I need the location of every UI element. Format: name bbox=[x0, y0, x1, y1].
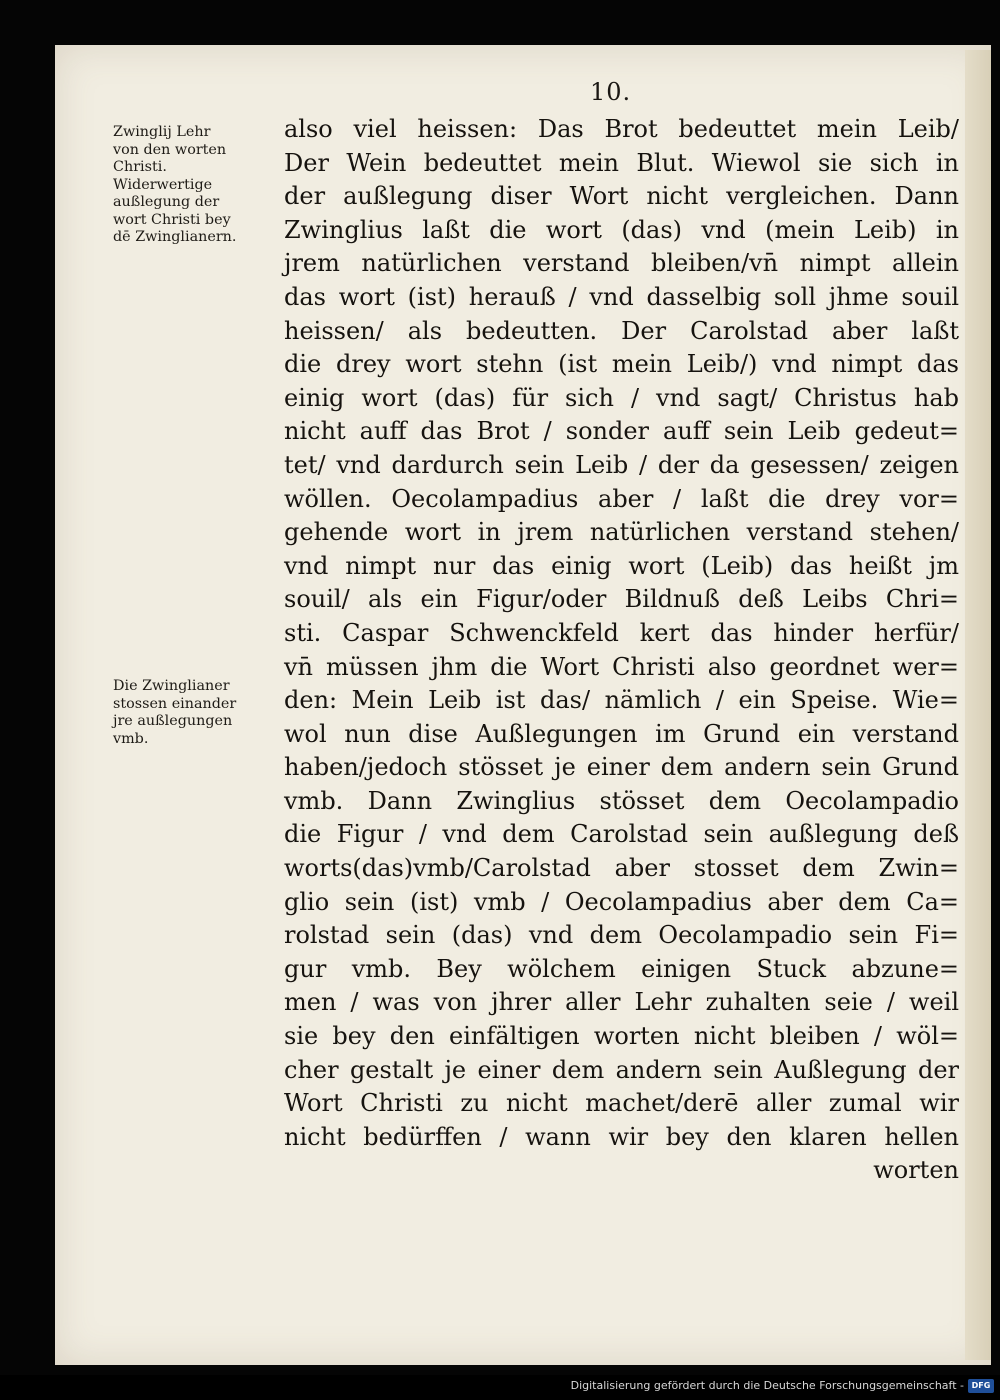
margin-note-line: Christi. bbox=[113, 159, 167, 175]
body-line: tet/ vnd dardurch sein Leib / der da gesessen/ zeigen bbox=[284, 450, 959, 479]
body-line: sie bey den einfältigen worten nicht bleiben / wöl= bbox=[284, 1022, 959, 1051]
body-line: haben/jedoch stösset je einer dem andern sein Grund bbox=[284, 753, 959, 782]
body-line: einig wort (das) für sich / vnd sagt/ Christus hab bbox=[284, 383, 959, 412]
margin-note-line: Die Zwinglianer bbox=[113, 678, 230, 694]
margin-note-line: vmb. bbox=[113, 730, 149, 747]
margin-note-line: Zwinglij Lehr bbox=[113, 124, 211, 140]
margin-note-line: von den worten bbox=[113, 141, 227, 158]
body-line: nicht bedürffen / wann wir bey den klaren hellen bbox=[284, 1122, 959, 1151]
body-line: Der Wein bedeuttet mein Blut. Wiewol sie sich in bbox=[284, 148, 959, 177]
footer-bar bbox=[0, 1375, 1000, 1400]
body-text-column bbox=[284, 113, 959, 1188]
body-line: vmb. Dann Zwinglius stösset dem Oecolampadio bbox=[284, 786, 959, 815]
funding-credit: Digitalisierung gefördert durch die Deutsche Forschungsgemeinschaft - bbox=[570, 1379, 964, 1392]
body-line: das wort (ist) herauß / vnd dasselbig soll jhme souil bbox=[284, 282, 959, 311]
dfg-logo: DFG bbox=[968, 1379, 994, 1393]
margin-note-line: jre außlegungen bbox=[113, 713, 233, 729]
body-line: worten bbox=[873, 1156, 959, 1185]
page-edge bbox=[965, 50, 991, 1360]
margin-note-line: dē Zwinglianern. bbox=[113, 229, 237, 245]
body-line: vn̄ müssen jhm die Wort Christi also geordnet wer= bbox=[284, 652, 959, 681]
body-line: also viel heissen: Das Brot bedeuttet mein Leib/ bbox=[284, 115, 959, 143]
body-line: die Figur / vnd dem Carolstad sein außlegung deß bbox=[284, 820, 959, 849]
body-line: wöllen. Oecolampadius aber / laßt die drey vor= bbox=[284, 484, 959, 513]
body-line: die drey wort stehn (ist mein Leib/) vnd nimpt das bbox=[284, 350, 959, 379]
body-line: Zwinglius laßt die wort (das) vnd (mein Leib) in bbox=[284, 215, 959, 244]
body-line: rolstad sein (das) vnd dem Oecolampadio sein Fi= bbox=[284, 921, 959, 950]
body-line: gur vmb. Bey wölchem einigen Stuck abzune= bbox=[284, 954, 959, 983]
margin-note-line: außlegung der bbox=[113, 194, 220, 210]
page-number: 10. bbox=[590, 78, 632, 106]
margin-note-zwinglians-dispute bbox=[113, 678, 283, 748]
body-line: sti. Caspar Schwenckfeld kert das hinder herfür/ bbox=[284, 618, 959, 647]
body-line: nicht auff das Brot / sonder auff sein Leib gedeut= bbox=[284, 417, 959, 446]
body-line: glio sein (ist) vmb / Oecolampadius aber dem Ca= bbox=[284, 887, 959, 916]
margin-note-line: Widerwertige bbox=[113, 176, 213, 193]
body-line: Wort Christi zu nicht machet/derē aller zumal wir bbox=[284, 1089, 959, 1118]
body-line: jrem natürlichen verstand bleiben/vn̄ nimpt allein bbox=[284, 249, 959, 278]
body-line: men / was von jhrer aller Lehr zuhalten seie / weil bbox=[284, 988, 959, 1017]
body-line: wol nun dise Außlegungen im Grund ein verstand bbox=[284, 719, 959, 748]
margin-note-zwingli-doctrine bbox=[113, 124, 283, 247]
body-line: den: Mein Leib ist das/ nämlich / ein Speise. Wie= bbox=[284, 686, 959, 715]
body-line: heissen/ als bedeutten. Der Carolstad aber laßt bbox=[284, 316, 959, 345]
body-line: der außlegung diser Wort nicht vergleichen. Dann bbox=[284, 182, 959, 211]
body-line: gehende wort in jrem natürlichen verstand stehen/ bbox=[284, 518, 959, 547]
body-line: cher gestalt je einer dem andern sein Außlegung der bbox=[284, 1055, 959, 1084]
body-line: worts(das)vmb/Carolstad aber stosset dem Zwin= bbox=[284, 854, 959, 883]
body-line: souil/ als ein Figur/oder Bildnuß deß Leibs Chri= bbox=[284, 585, 959, 614]
body-line: vnd nimpt nur das einig wort (Leib) das heißt jm bbox=[284, 551, 959, 580]
margin-note-line: wort Christi bey bbox=[113, 211, 231, 228]
margin-note-line: stossen einander bbox=[113, 695, 237, 712]
